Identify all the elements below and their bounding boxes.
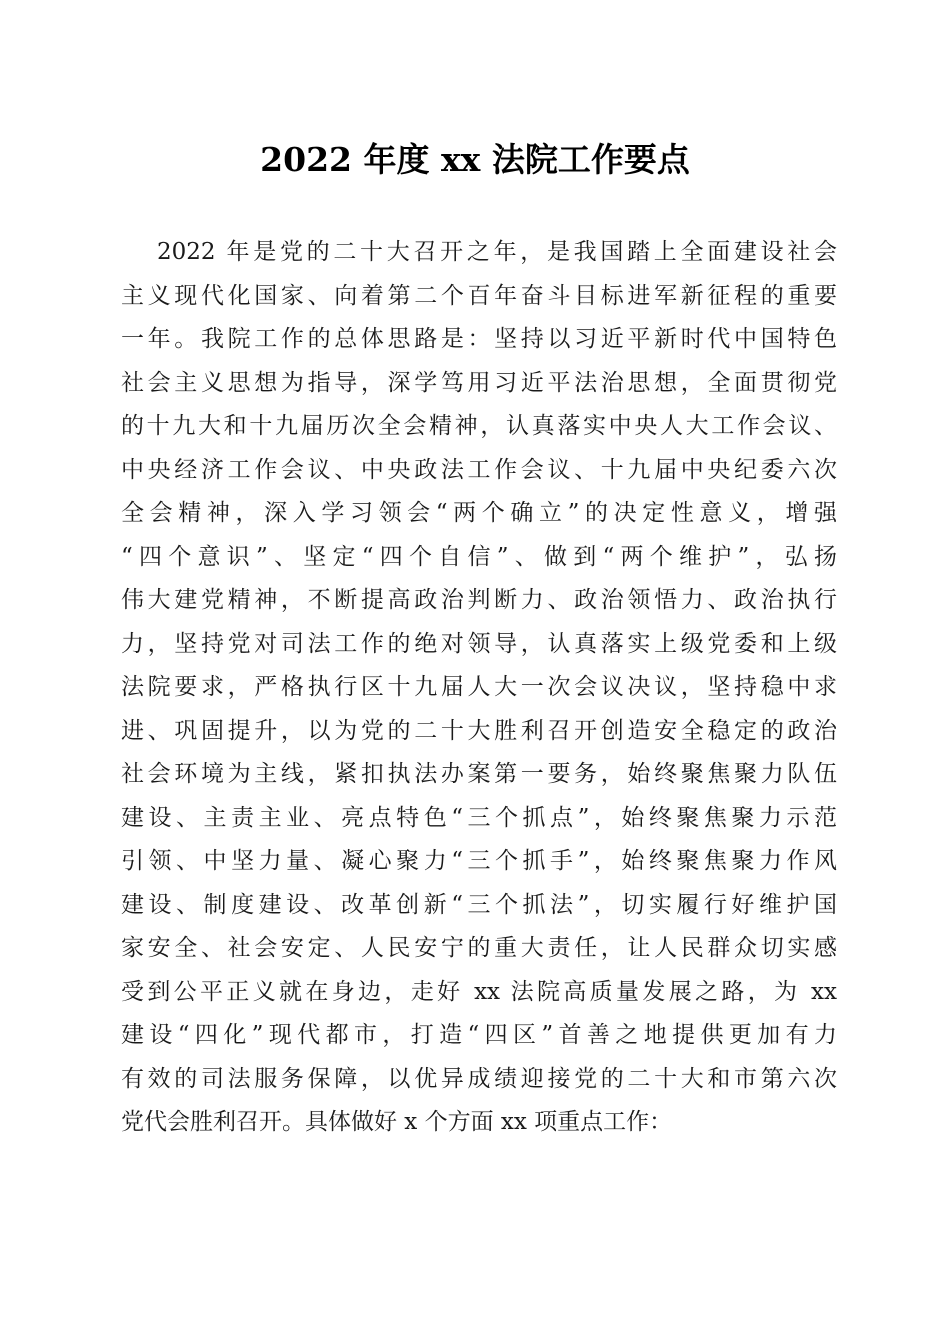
body-paragraph: [121, 231, 837, 1145]
paragraph-line: 党代会胜利召开。具体做好 x 个方面 xx 项重点工作：: [121, 1109, 673, 1135]
paragraph-line: 建设、主责主业、亮点特色“三个抓点”，始终聚焦聚力示范: [121, 804, 837, 831]
paragraph-line: 引领、中坚力量、凝心聚力“三个抓手”，始终聚焦聚力作风: [121, 848, 837, 874]
paragraph-line: 建设“四化”现代都市，打造“四区”首善之地提供更加有力: [121, 1022, 837, 1048]
paragraph-line: 进、巩固提升，以为党的二十大胜利召开创造安全稳定的政治: [121, 717, 837, 744]
paragraph-line: 中央经济工作会议、中央政法工作会议、十九届中央纪委六次: [121, 456, 837, 483]
paragraph-line: 受到公平正义就在身边，走好 xx 法院高质量发展之路，为 xx: [121, 978, 837, 1005]
paragraph-line: 的十九大和十九届历次全会精神，认真落实中央人大工作会议、: [121, 413, 837, 439]
paragraph-line: 社会主义思想为指导，深学笃用习近平法治思想，全面贯彻党: [121, 369, 837, 396]
paragraph-line: 法院要求，严格执行区十九届人大一次会议决议，坚持稳中求: [121, 674, 837, 700]
paragraph-line: 伟大建党精神，不断提高政治判断力、政治领悟力、政治执行: [121, 587, 837, 613]
paragraph-line: “四个意识”、坚定“四个自信”、做到“两个维护”，弘扬: [121, 543, 837, 570]
paragraph-line: 有效的司法服务保障，以优异成绩迎接党的二十大和市第六次: [121, 1065, 837, 1092]
paragraph-line: 力，坚持党对司法工作的绝对领导，认真落实上级党委和上级: [121, 630, 837, 657]
paragraph-line: 主义现代化国家、向着第二个百年奋斗目标进军新征程的重要: [121, 282, 837, 309]
paragraph-line: 一年。我院工作的总体思路是：坚持以习近平新时代中国特色: [121, 326, 837, 352]
paragraph-line: 全会精神，深入学习领会“两个确立”的决定性意义，增强: [121, 500, 837, 526]
paragraph-line: 社会环境为主线，紧扣执法办案第一要务，始终聚焦聚力队伍: [121, 761, 837, 787]
document-title: 2022 年度 xx 法院工作要点: [260, 140, 690, 179]
paragraph-line: 建设、制度建设、改革创新“三个抓法”，切实履行好维护国: [121, 891, 837, 918]
paragraph-line: 家安全、社会安定、人民安宁的重大责任，让人民群众切实感: [121, 935, 837, 961]
paragraph-line: 2022 年是党的二十大召开之年，是我国踏上全面建设社会: [157, 239, 837, 265]
